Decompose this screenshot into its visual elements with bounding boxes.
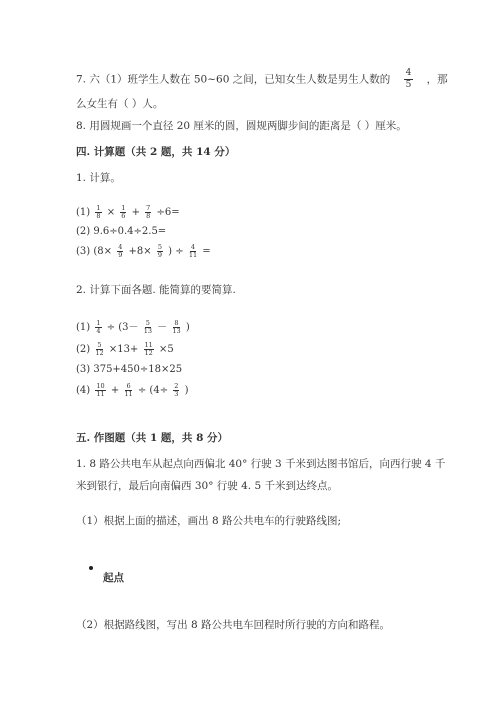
s4-q2-item4: (4) $\frac{10}{11}$ + $\frac{6}{11}$ ÷ (4÷ $\frac{2}{3}$ ) [76, 382, 189, 398]
section4-title: 四. 计算题（共 2 题，共 14 分） [76, 146, 236, 158]
q8-line: 8. 用圆规画一个直径 20 厘米的圆，圆规两脚步间的距离是（ ）厘米。 [76, 120, 407, 132]
q7-text-b: ，那 [426, 73, 448, 86]
q7-line2: 么女生有（ ）人。 [76, 98, 164, 110]
s5-part1: （1）根据上面的描述，画出 8 路公共电车的行驶路线图; [76, 515, 342, 527]
s4-q1-item3: (3) (8× $\frac{4}{9}$ +8× $\frac{5}{9}$ ) ÷ $\frac{4}{11}$ = [76, 243, 211, 259]
start-point-dot [89, 566, 93, 570]
s4-q2-item1: (1) $\frac{1}{4}$ ÷ (3－ $\frac{5}{13}$ － $\frac{8}{13}$ ) [76, 319, 190, 335]
start-point-label: 起点 [103, 572, 124, 584]
s4-q2-item3: (3) 375+450÷18×25 [76, 364, 183, 375]
s5-q1-line2: 米到银行，最后向南偏西 30° 行驶 4. 5 千米到达终点。 [76, 480, 338, 492]
s4-q2-label: 2. 计算下面各题. 能简算的要简算. [76, 284, 236, 296]
q7-text-a: 7. 六（1）班学生人数在 50~60 之间，已知女生人数是男生人数的 [76, 73, 391, 86]
section5-title: 五. 作图题（共 1 题，共 8 分） [76, 432, 229, 444]
s4-q2-item2: (2) $\frac{5}{12}$ ×13+ $\frac{11}{12}$ ×5 [76, 341, 174, 357]
s4-q1-item2: (2) 9.6÷0.4÷2.5= [76, 226, 167, 237]
s4-q1-label: 1. 计算。 [76, 172, 121, 184]
s5-part2: （2）根据路线图，写出 8 路公共电车回程时所行驶的方向和路程。 [76, 619, 391, 631]
q7-fraction: $\frac{4}{5}$ [405, 68, 412, 90]
s5-q1-line1: 1. 8 路公共电车从起点向西偏北 40° 行驶 3 千米到达图书馆后，向西行驶 4 千 [76, 458, 446, 470]
q7-line1 [76, 68, 448, 91]
s4-q1-item1: (1) $\frac{1}{8}$ × $\frac{1}{6}$ + $\frac{7}{8}$ ÷6= [76, 204, 180, 220]
